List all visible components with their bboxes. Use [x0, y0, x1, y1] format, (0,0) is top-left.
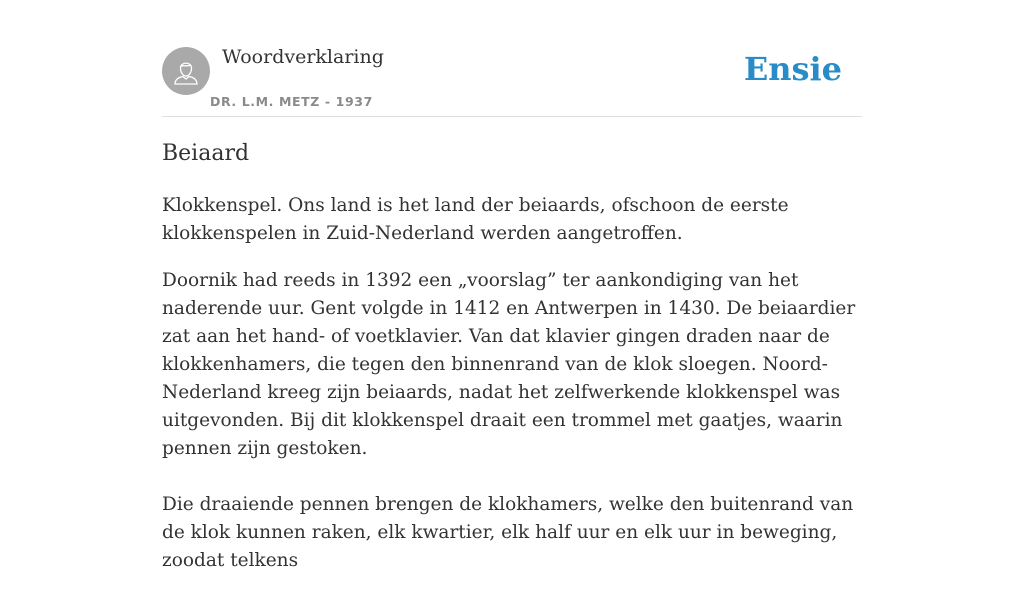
article-title: Beiaard: [162, 141, 250, 166]
page-container: [162, 0, 862, 571]
meta-separator: -: [319, 94, 336, 109]
ensie-logo[interactable]: Ensie: [743, 50, 842, 88]
author-name[interactable]: DR. L.M. METZ: [210, 94, 320, 109]
article-paragraph: Doornik had reeds in 1392 een „voorslag” ter aankondiging van het naderende uur. Gent volgde in 1412 en Antwerpen in 1430. De beiaardier zat aan het hand- of voetklavier. Van dat klavier gingen draden naar de klokkenhamers, die tegen den binnenrand van de klok sloegen. Noord-Nederland kreeg zijn beiaards, nadat het zelfwerkende klokkenspel was uitgevonden. Bij dit klokkenspel draait een trommel met gaatjes, waarin pennen zijn gestoken. Die draaiende pennen brengen de klokhamers, welke den buitenrand van de klok kunnen raken, elk kwartier, elk half uur en elk uur in beweging, zoodat telkens: [162, 270, 856, 571]
publication-year: 1937: [335, 94, 373, 109]
article-body: [162, 192, 862, 594]
author-avatar[interactable]: [162, 47, 210, 95]
source-title[interactable]: Woordverklaring: [222, 46, 384, 68]
author-year-line: [210, 94, 373, 109]
article-paragraph: Klokkenspel. Ons land is het land der beiaards, ofschoon de eerste klokkenspelen in Zuid-Nederland werden aangetroffen.: [162, 195, 789, 244]
user-silhouette-icon: [162, 47, 210, 95]
source-header: [162, 0, 862, 117]
